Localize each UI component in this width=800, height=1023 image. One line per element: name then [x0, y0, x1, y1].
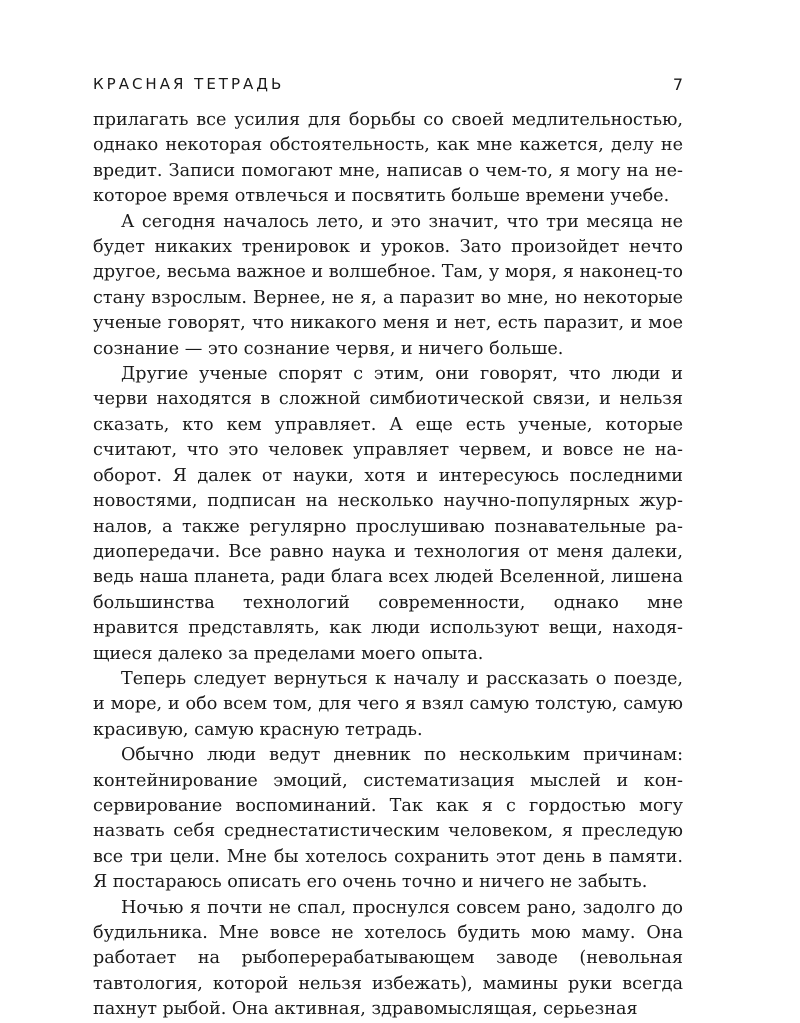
paragraph: Теперь следует вернуться к началу и рассказать о поезде, и море, и обо всем том, для чего я взял самую толстую, самую красивую, самую красную тетрадь.: [93, 668, 683, 740]
paragraph: прилагать все усилия для борьбы со своей медлительностью, однако некоторая обстоятельность, как мне кажется, делу не вредит. Записи помогают мне, написав о чем-то, я могу на некоторое время отвлечься и посвятить больше времени учебе.: [93, 110, 683, 207]
running-head: [93, 75, 683, 99]
paragraph: Обычно люди ведут дневник по нескольким причинам: контейнирование эмоций, систематизация мыслей и консервирование воспоминаний. Так как я с гордостью могу назвать себя среднестатистическим человеком, я преследую все три цели. Мне бы хотелось сохранить этот день в памяти. Я постараюсь описать его очень точно и ничего не забыть.: [93, 745, 683, 893]
paragraph: Ночью я почти не спал, проснулся совсем рано, задолго до будильника. Мне вовсе не хотелось будить мою маму. Она работает на рыбоперерабатывающем заводе (невольная тавтология, которой нельзя избежать), мамины руки всегда пахнут рыбой. Она активная, здравомыслящая, серьезная: [93, 897, 683, 1020]
book-title: КРАСНАЯ ТЕТРАДЬ: [93, 75, 285, 93]
page-number: 7: [672, 75, 683, 94]
paragraph: А сегодня началось лето, и это значит, что три месяца не будет никаких тренировок и уроков. Зато произойдет нечто другое, весьма важное и волшебное. Там, у моря, я наконец-то стану взрослым. Вернее, не я, а паразит во мне, но некоторые ученые говорят, что никакого меня и нет, есть паразит, и мое сознание — это сознание червя, и ничего больше.: [93, 211, 683, 359]
body-text: [93, 108, 683, 1023]
paragraph: Другие ученые спорят с этим, они говорят, что люди и черви находятся в сложной симбиотической связи, и нельзя сказать, кто кем управляет. А еще есть ученые, которые считают, что это человек управляет червем, и вовсе не наоборот. Я далек от науки, хотя и интересуюсь последними новостями, подписан на несколько научно-популярных журналов, а также регулярно прослушиваю познавательные радиопередачи. Все равно наука и технология от меня далеки, ведь наша планета, ради блага всех людей Вселенной, лишена большинства технологий современности, однако мне нравится представлять, как люди используют вещи, находящиеся далеко за пределами моего опыта.: [93, 364, 683, 664]
